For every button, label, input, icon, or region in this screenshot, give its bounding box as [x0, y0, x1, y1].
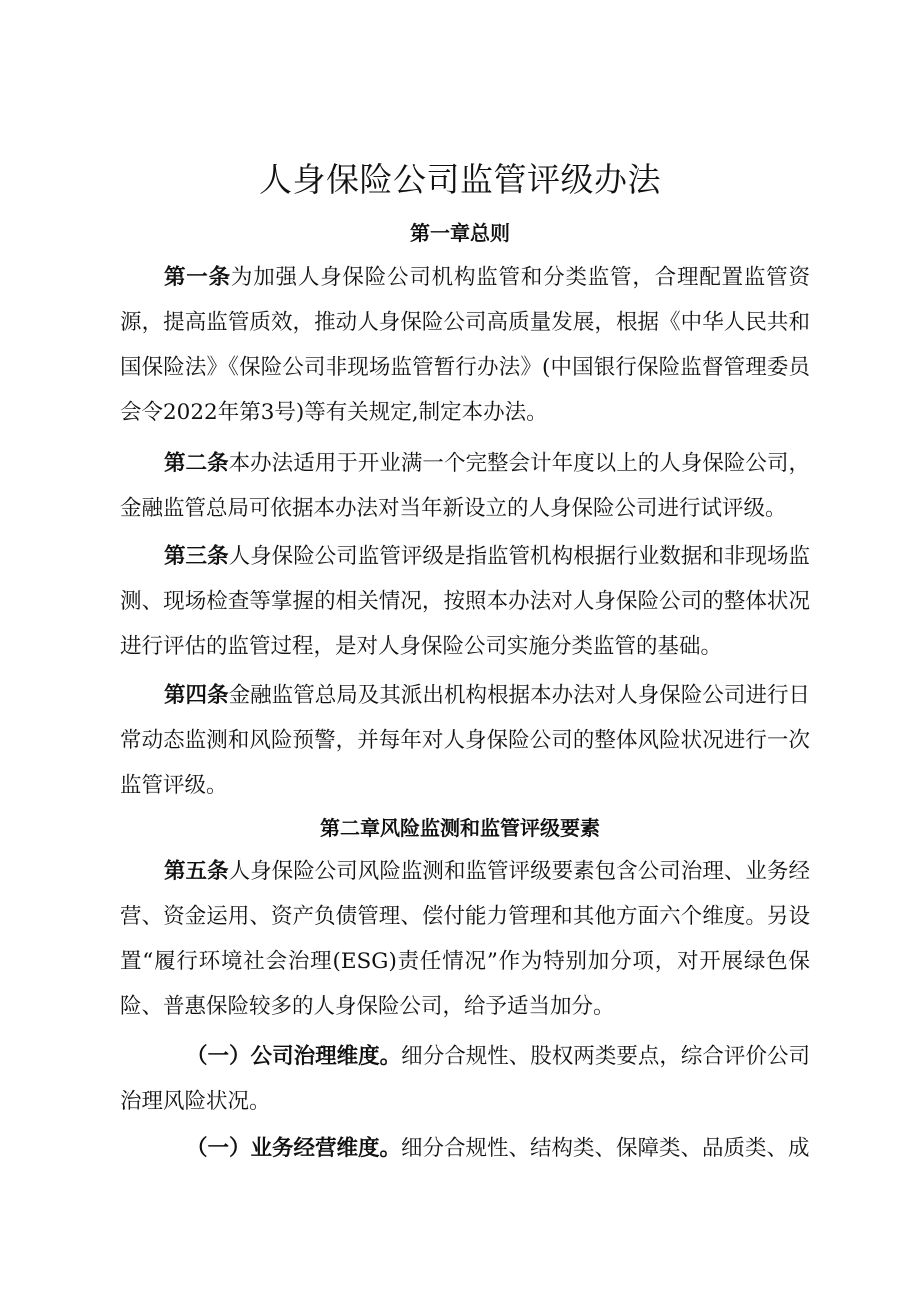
article-4: [120, 673, 810, 808]
article-2: [120, 441, 810, 531]
item-heading: （一）公司治理维度。: [186, 1044, 402, 1069]
chapter-heading-1: 第一章总则: [410, 221, 510, 245]
article-text: 本办法适用于开业满一个完整会计年度以上的人身保险公司，金融监管总局可依据本办法对当年新设立的人身保险公司进行试评级。: [120, 451, 810, 521]
article-number: 第一条: [164, 265, 231, 290]
item-heading: （一）业务经营维度。: [186, 1136, 402, 1161]
article-number: 第四条: [164, 683, 229, 708]
article-3: [120, 534, 810, 669]
article-text: 金融监管总局及其派出机构根据本办法对人身保险公司进行日常动态监测和风险预警，并每年对人身保险公司的整体风险状况进行一次监管评级。: [120, 683, 810, 798]
item-business: [120, 1126, 810, 1171]
article-number: 第五条: [164, 859, 229, 884]
chapter-heading-2: 第二章风险监测和监管评级要素: [320, 816, 600, 840]
article-text: 为加强人身保险公司机构监管和分类监管，合理配置监管资源，提高监管质效，推动人身保险公司高质量发展，根据《中华人民共和国保险法》《保险公司非现场监管暂行办法》(中国银行保险监督管理委员会令2022年第3号)等有关规定,制定本办法。: [120, 265, 810, 425]
item-text: 细分合规性、结构类、保障类、品质类、成: [401, 1136, 810, 1161]
article-1: [120, 255, 810, 435]
item-governance: [120, 1034, 810, 1124]
article-text: 人身保险公司风险监测和监管评级要素包含公司治理、业务经营、资金运用、资产负债管理、偿付能力管理和其他方面六个维度。另设置“履行环境社会治理(ESG)责任情况”作为特别加分项，对开展绿色保险、普惠保险较多的人身保险公司，给予适当加分。: [120, 859, 810, 1019]
item-text: 细分合规性、股权两类要点，综合评价公司治理风险状况。: [120, 1044, 810, 1114]
article-text: 人身保险公司监管评级是指监管机构根据行业数据和非现场监测、现场检查等掌握的相关情况，按照本办法对人身保险公司的整体状况进行评估的监管过程，是对人身保险公司实施分类监管的基础。: [120, 544, 810, 659]
article-5: [120, 849, 810, 1029]
document-title: 人身保险公司监管评级办法: [259, 160, 661, 199]
article-number: 第二条: [164, 451, 229, 476]
article-number: 第三条: [164, 544, 229, 569]
